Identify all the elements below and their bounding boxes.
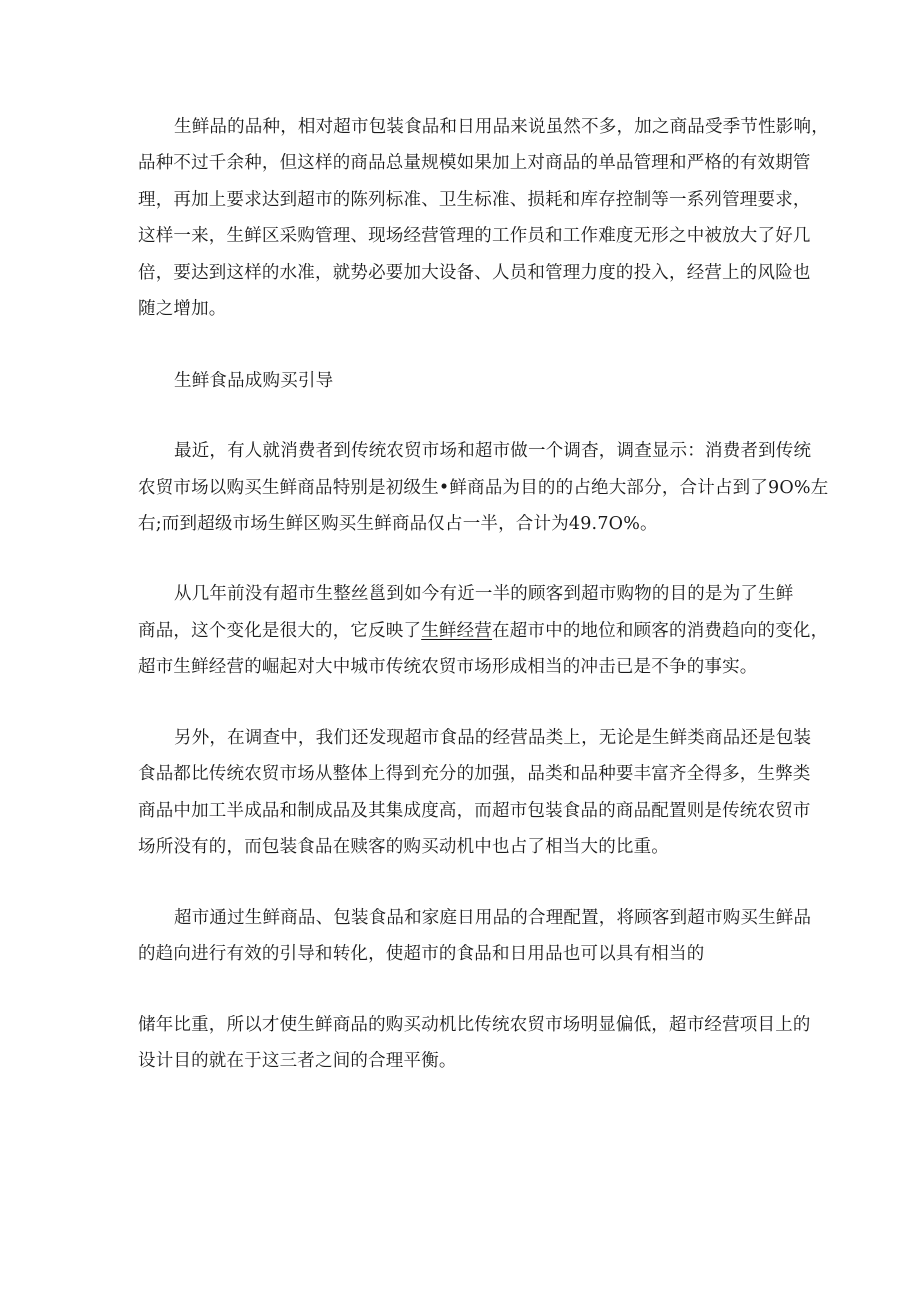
paragraph-1-line-3: 理，再加上要求达到超市的陈列标准、卫生标准、损耗和库存控制等一系列管理要求， xyxy=(138,190,811,210)
paragraph-7-line-2: 设计目的就在于这三者之间的合理平衡。 xyxy=(138,1051,457,1071)
paragraph-6-line-2: 的趋向进行有效的引导和转化，使超市的食品和日用品也可以具有相当的 xyxy=(138,944,705,964)
fresh-operation-link[interactable]: 生鲜经营 xyxy=(421,621,493,641)
paragraph-4-line-1: 从几年前没有超市生整丝邕到如今有近一半的顾客到超市购物的目的是为了生鲜 xyxy=(174,584,794,604)
paragraph-5-line-4: 场所没有的，而包装食品在赎客的购买动机中也占了相当大的比重。 xyxy=(138,837,669,857)
paragraph-7-line-1: 储年比重，所以才使生鲜商品的购买动机比传统农贸市场明显偏低，超市经营项目上的 xyxy=(138,1015,811,1035)
paragraph-5-line-3: 商品中加工半成品和制成品及其集成度高，而超市包装食品的商品配置则是传统农贸市 xyxy=(138,801,811,821)
paragraph-1-line-2: 品种不过千余种，但这样的商品总量规模如果加上对商品的单品管理和严格的有效期管 xyxy=(138,153,811,173)
paragraph-1-line-1: 生鲜品的品种，相对超市包装食品和日用品来说虽然不多，加之商品受季节性影响， xyxy=(174,117,829,137)
paragraph-3-line-2: 农贸市场以购买生鲜商品特别是初级生•鲜商品为目的的占绝大部分，合计占到了9O%左 xyxy=(138,478,829,498)
paragraph-4-line-2-tail: 在超市中的地位和顾客的消费趋向的变化， xyxy=(492,621,829,641)
paragraph-1-line-6: 随之增加。 xyxy=(138,299,227,319)
paragraph-4-line-2 xyxy=(138,618,828,644)
paragraph-4-line-3: 超市生鲜经营的崛起对大中城市传统农贸市场形成相当的冲击已是不争的事实。 xyxy=(138,657,758,677)
paragraph-6-line-1: 超市通过生鲜商品、包装食品和家庭日用品的合理配置，将顾客到超市购买生鲜品 xyxy=(174,908,812,928)
paragraph-3-line-1: 最近，有人就消费者到传统农贸市场和超市做一个调杳，调查显示：消费者到传统 xyxy=(174,441,812,461)
paragraph-5-line-2: 食品都比传统农贸市场从整体上得到充分的加强，品类和品种要丰富齐全得多，生弊类 xyxy=(138,764,811,784)
paragraph-1-line-5: 倍，要达到这样的水准，就势必要加大设备、人员和管理力度的投入，经营上的风险也 xyxy=(138,263,811,283)
section-heading: 生鲜食品成购买引导 xyxy=(174,371,334,391)
paragraph-5-line-1: 另外，在调查中，我们还发现超市食品的经营品类上，无论是生鲜类商品还是包装 xyxy=(174,728,812,748)
paragraph-4-line-2-head: 商品，这个变化是很大的，它反映了 xyxy=(138,621,422,641)
paragraph-3-line-3: 右;而到超级市场生鲜区购买生鲜商品仅占一半，合计为49.7O%。 xyxy=(138,514,658,534)
paragraph-1-line-4: 这样一来，生鲜区采购管理、现场经营管理的工作员和工作难度无形之中被放大了好几 xyxy=(138,226,811,246)
